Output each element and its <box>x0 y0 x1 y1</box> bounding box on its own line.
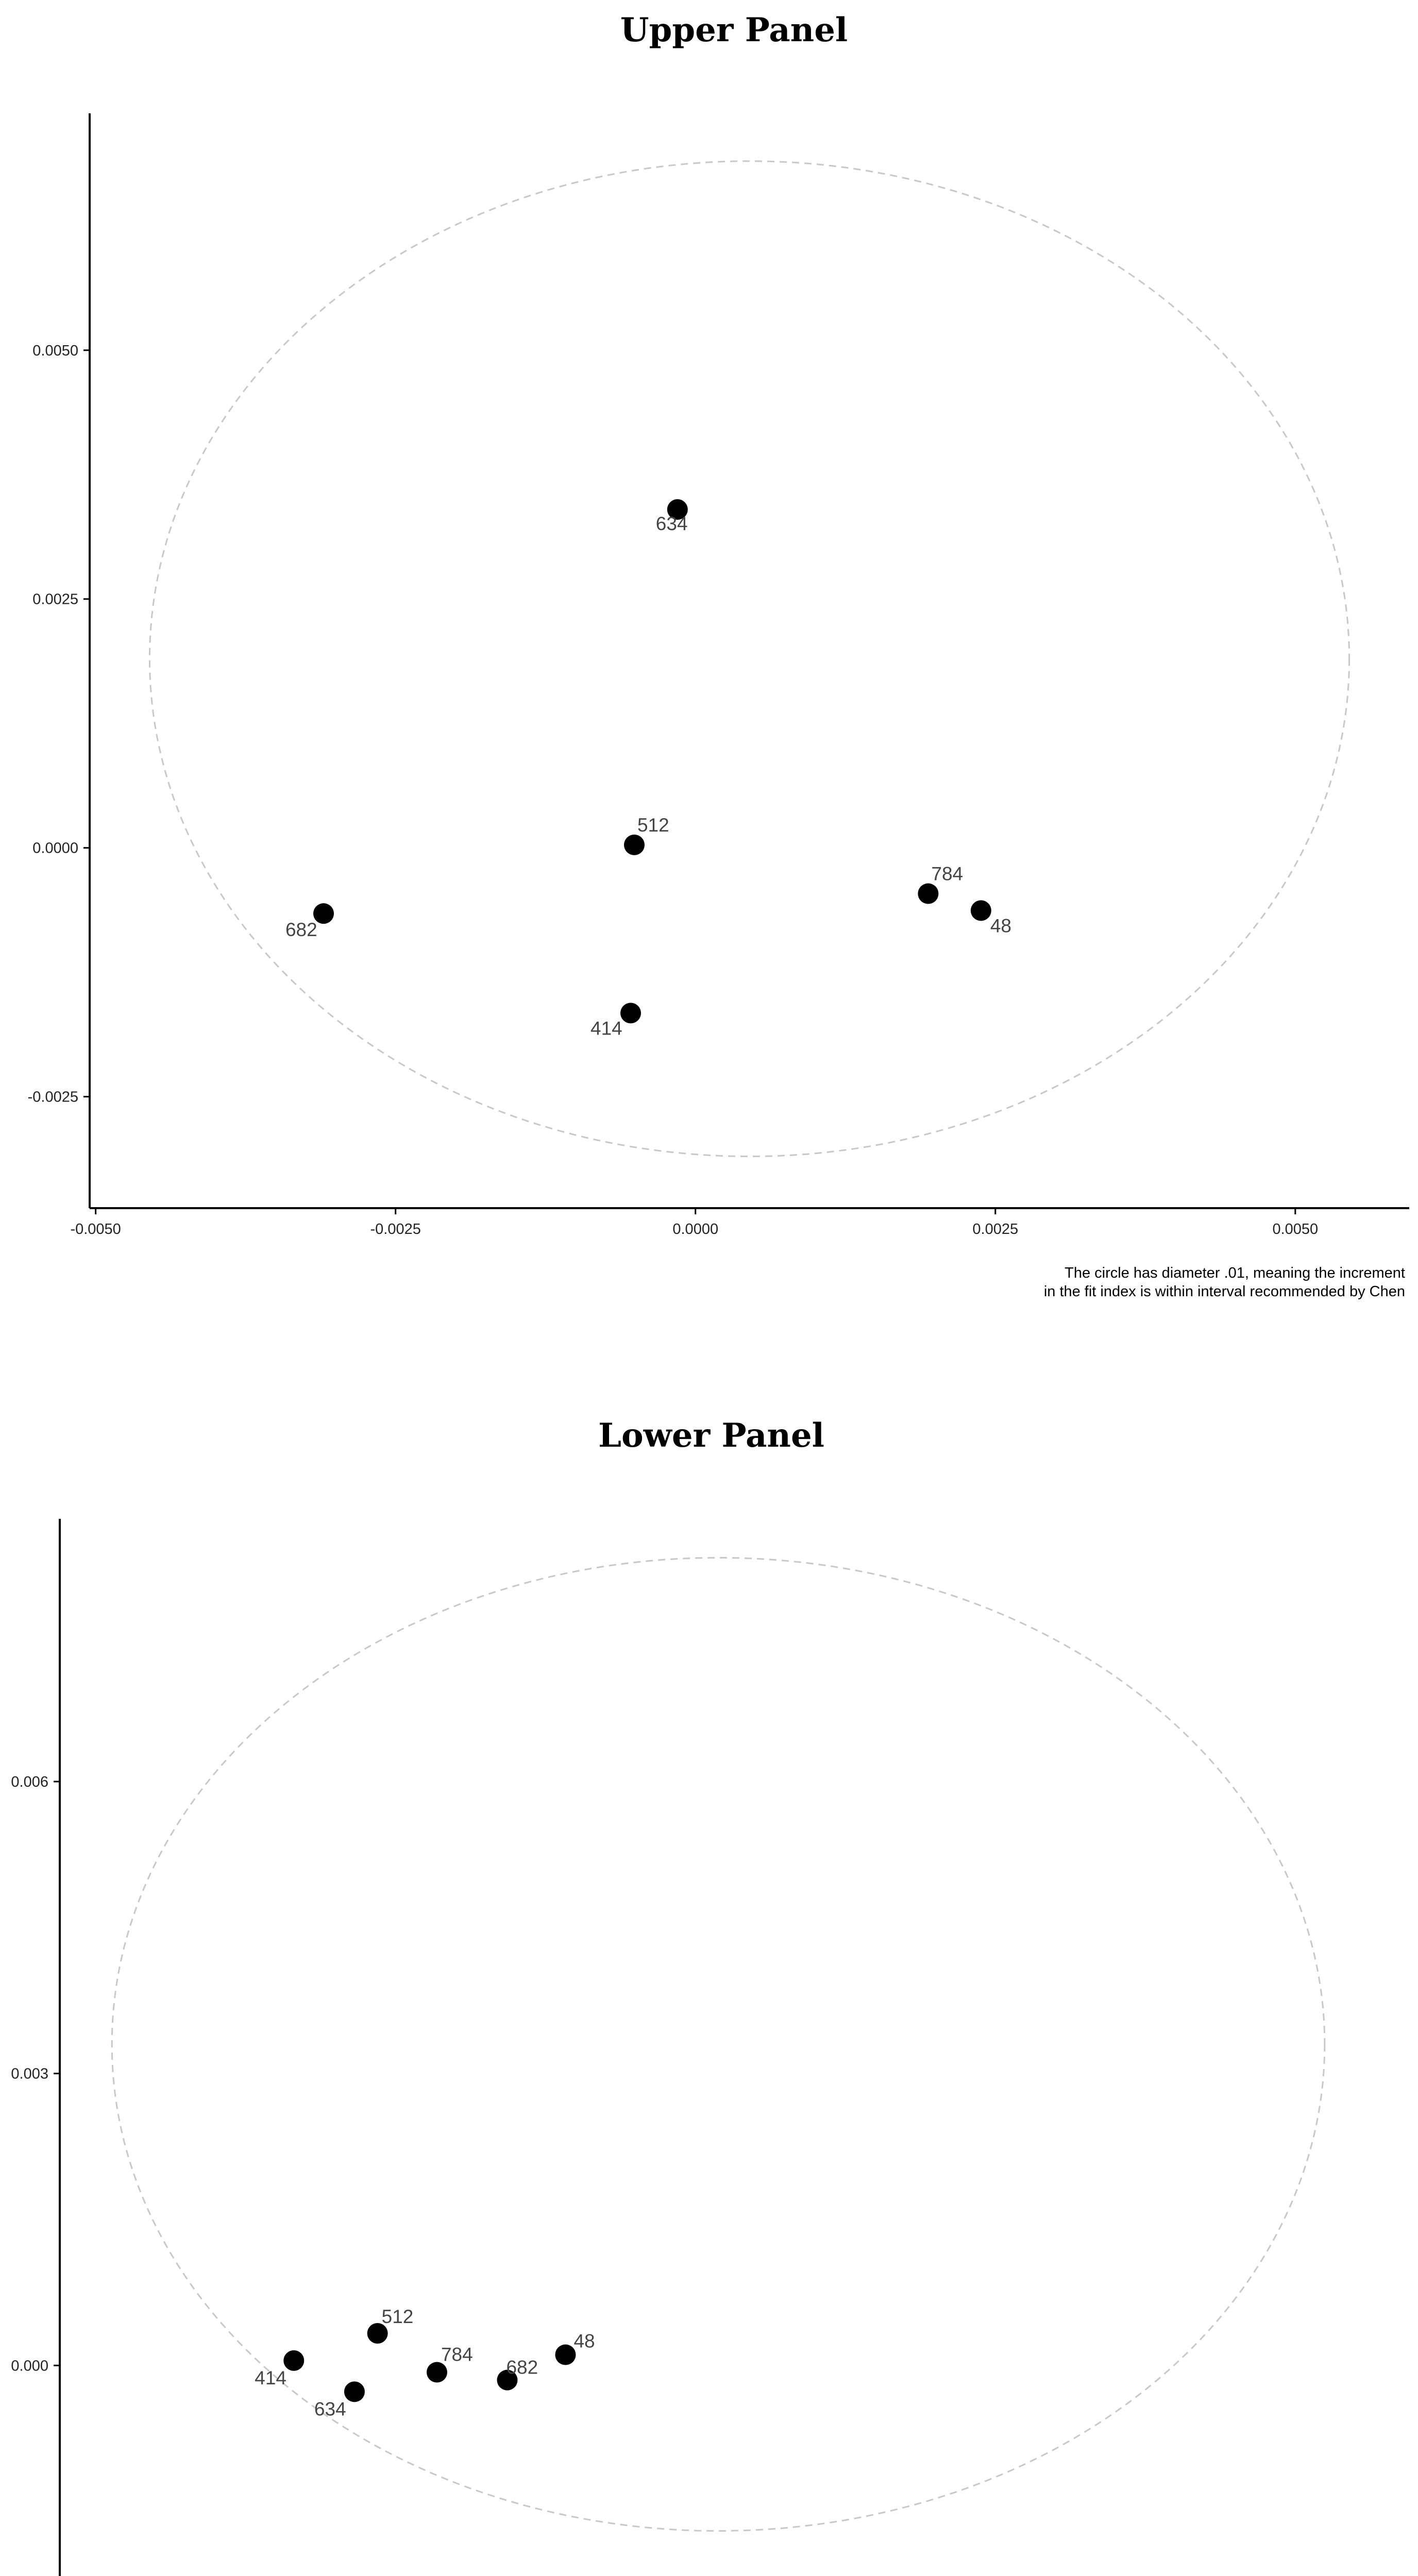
reference-circle <box>112 1558 1325 2531</box>
point-label: 48 <box>573 2330 595 2352</box>
point-label: 634 <box>655 513 688 534</box>
panel-title: Lower Panel <box>598 1416 824 1455</box>
data-point <box>918 884 938 904</box>
point-label: 48 <box>990 915 1011 937</box>
point-label: 512 <box>637 814 669 836</box>
caption-line-1: The circle has diameter .01, meaning the increment <box>1065 1265 1405 1281</box>
data-point <box>971 900 991 921</box>
y-tick-label: 0.006 <box>11 1774 48 1790</box>
point-label: 414 <box>590 1018 622 1039</box>
y-tick-label: 0.0050 <box>32 342 78 359</box>
y-tick-label: 0.003 <box>11 2065 48 2082</box>
data-point <box>624 835 645 855</box>
x-tick-label: -0.0050 <box>70 1221 121 1238</box>
y-tick-label: 0.0000 <box>32 840 78 857</box>
y-tick-label: -0.0025 <box>27 1089 78 1106</box>
data-point <box>555 2345 576 2365</box>
data-point <box>283 2350 304 2371</box>
x-tick-label: 0.0050 <box>1272 1221 1319 1238</box>
lower-panel <box>11 1416 1394 2576</box>
point-label: 784 <box>931 863 964 885</box>
x-tick-label: 0.0025 <box>972 1221 1019 1238</box>
point-label: 682 <box>285 919 317 941</box>
x-tick-label: 0.0000 <box>672 1221 719 1238</box>
point-label: 512 <box>381 2306 414 2327</box>
point-label: 784 <box>441 2344 473 2365</box>
point-label: 634 <box>314 2398 346 2420</box>
x-tick-label: -0.0025 <box>370 1221 421 1238</box>
data-point <box>344 2381 365 2402</box>
panel-title: Upper Panel <box>620 11 848 49</box>
point-label: 414 <box>255 2367 286 2388</box>
y-tick-label: 0.000 <box>11 2358 48 2375</box>
point-label: 682 <box>506 2357 538 2378</box>
data-point <box>620 1003 641 1023</box>
reference-circle <box>149 161 1349 1157</box>
y-tick-label: 0.0025 <box>32 591 78 608</box>
caption-line-2: in the fit index is within interval recommended by Chen <box>1043 1283 1405 1300</box>
upper-panel <box>28 11 1409 1300</box>
